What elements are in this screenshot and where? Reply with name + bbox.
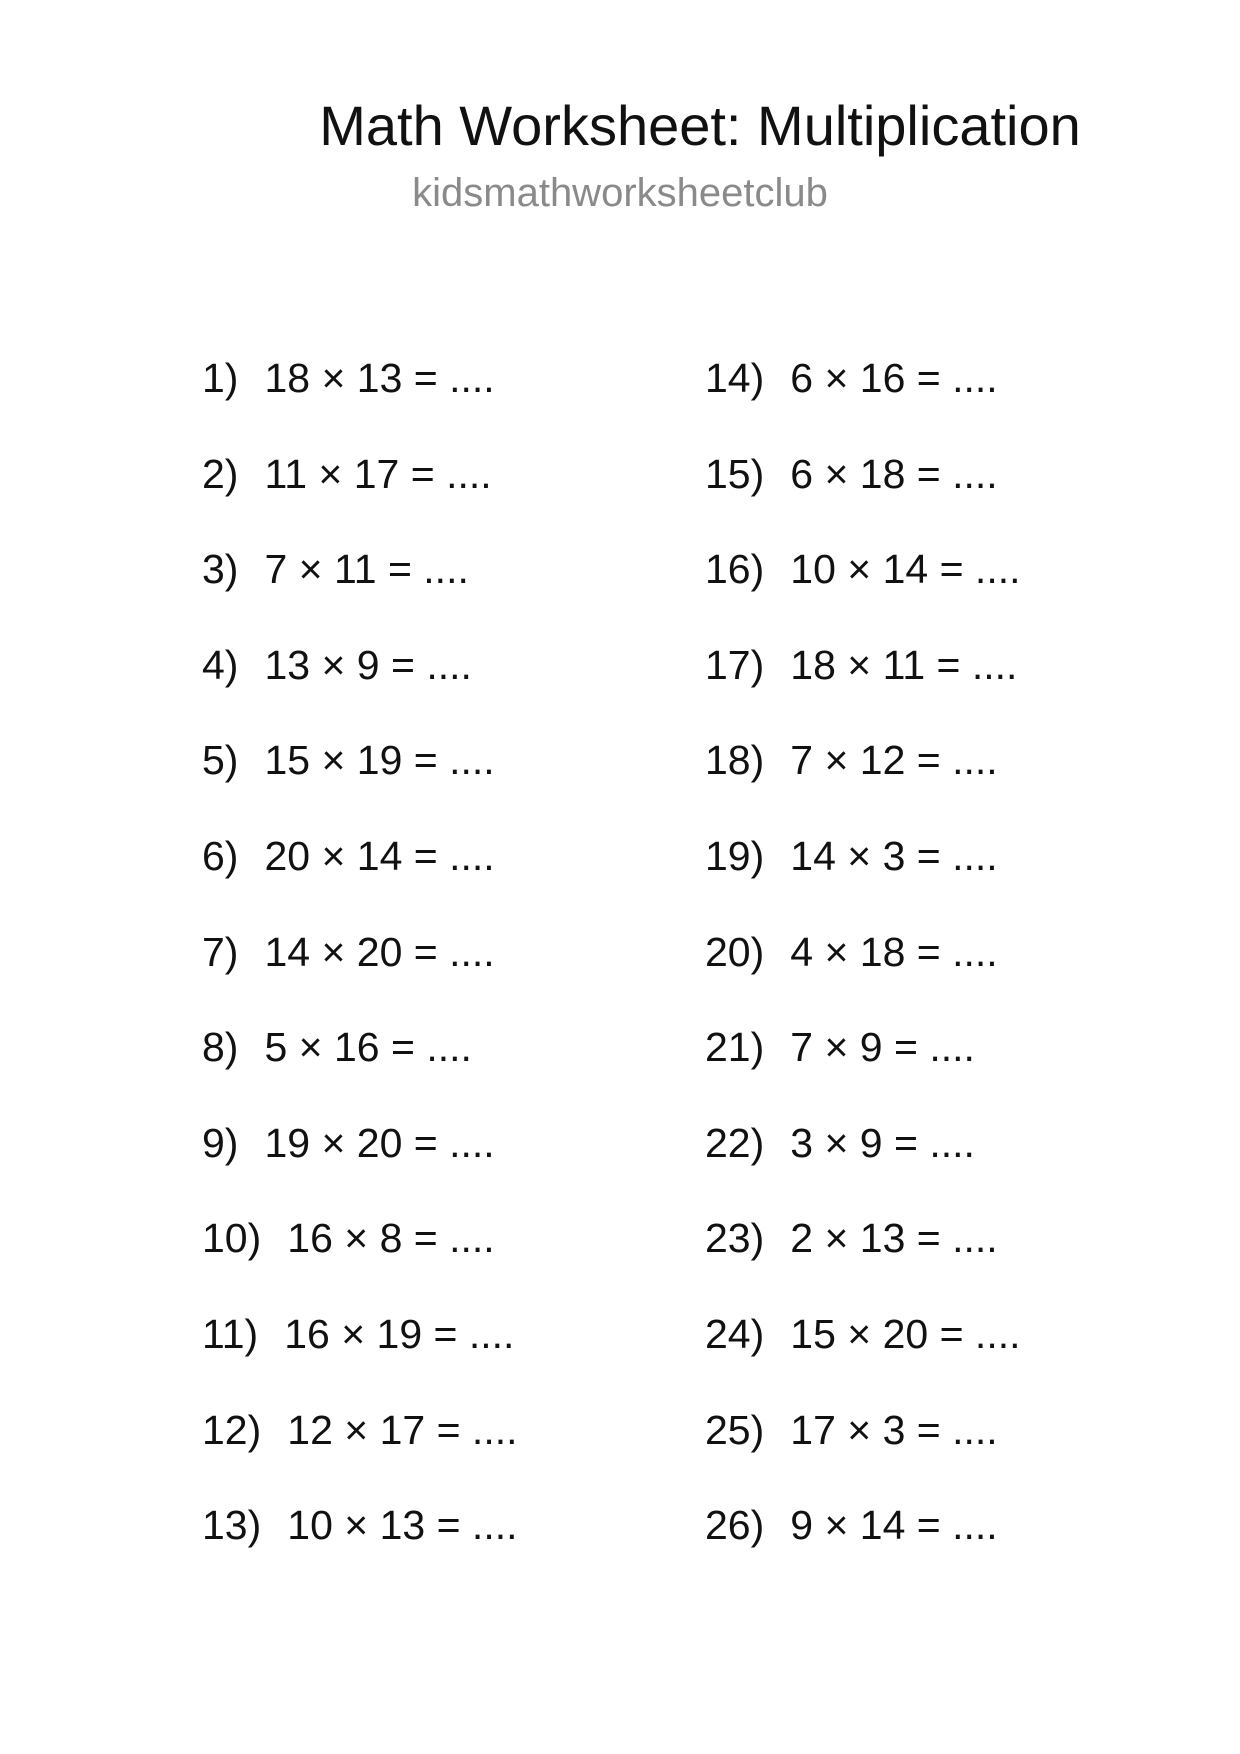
problem-number: 5) xyxy=(202,737,239,784)
problem-expression: 18 × 13 = .... xyxy=(264,355,495,401)
problem-item xyxy=(705,635,1165,731)
problem-number: 3) xyxy=(202,546,239,593)
problem-expression: 6 × 16 = .... xyxy=(790,355,998,401)
site-name: kidsmathworksheetclub xyxy=(412,171,828,216)
problem-number: 18) xyxy=(705,737,765,784)
problem-item xyxy=(202,730,662,826)
problem-column-left xyxy=(202,348,662,1591)
problem-expression: 20 × 14 = .... xyxy=(264,832,495,879)
problem-item xyxy=(705,539,1165,635)
problem-item xyxy=(202,348,662,444)
problem-item xyxy=(202,539,662,635)
problem-number: 24) xyxy=(705,1310,765,1357)
problem-number: 2) xyxy=(202,450,239,497)
problem-expression: 14 × 20 = .... xyxy=(264,928,495,975)
problem-number: 9) xyxy=(202,1119,239,1166)
problem-expression: 5 × 16 = .... xyxy=(264,1024,472,1071)
problem-expression: 16 × 8 = .... xyxy=(287,1215,495,1262)
problem-expression: 18 × 11 = .... xyxy=(790,641,1018,688)
problem-item xyxy=(705,826,1165,922)
problem-number: 21) xyxy=(705,1024,765,1071)
problem-expression: 19 × 20 = .... xyxy=(264,1119,495,1166)
problem-column-right xyxy=(705,348,1165,1591)
problem-expression: 17 × 3 = .... xyxy=(790,1406,998,1453)
problem-expression: 7 × 9 = .... xyxy=(790,1024,975,1071)
problem-item xyxy=(705,1113,1165,1209)
problem-item xyxy=(202,635,662,731)
problem-expression: 14 × 3 = .... xyxy=(790,832,998,879)
problem-item xyxy=(202,444,662,540)
problem-number: 19) xyxy=(705,832,765,879)
problem-item xyxy=(705,1304,1165,1400)
problem-number: 15) xyxy=(705,450,765,497)
problem-item xyxy=(705,1495,1165,1591)
worksheet-header xyxy=(0,92,1240,217)
problem-expression: 2 × 13 = .... xyxy=(790,1215,998,1262)
problem-expression: 4 × 18 = .... xyxy=(790,928,998,975)
problem-item xyxy=(705,1017,1165,1113)
problem-expression: 11 × 17 = .... xyxy=(264,450,492,497)
problem-number: 20) xyxy=(705,928,765,975)
problem-expression: 12 × 17 = .... xyxy=(287,1406,518,1453)
problem-number: 12) xyxy=(202,1406,262,1453)
problem-expression: 15 × 20 = .... xyxy=(790,1310,1021,1357)
problem-item xyxy=(705,444,1165,540)
problem-expression: 6 × 18 = .... xyxy=(790,450,998,497)
problem-expression: 9 × 14 = .... xyxy=(790,1502,998,1549)
problem-expression: 7 × 12 = .... xyxy=(790,737,998,784)
problem-expression: 15 × 19 = .... xyxy=(264,737,495,784)
problem-item xyxy=(202,1495,662,1591)
problem-number: 6) xyxy=(202,832,239,879)
problem-expression: 3 × 9 = .... xyxy=(790,1119,975,1166)
page-title: Math Worksheet: Multiplication xyxy=(319,94,1081,157)
problem-number: 26) xyxy=(705,1502,765,1549)
problem-item xyxy=(705,1208,1165,1304)
problem-number: 10) xyxy=(202,1215,262,1262)
problem-expression: 10 × 13 = .... xyxy=(287,1502,518,1549)
problem-columns xyxy=(0,348,1240,1548)
problem-item xyxy=(202,922,662,1018)
problem-number: 23) xyxy=(705,1215,765,1262)
problem-item xyxy=(202,1017,662,1113)
problem-number: 16) xyxy=(705,546,765,593)
problem-number: 13) xyxy=(202,1502,262,1549)
problem-expression: 10 × 14 = .... xyxy=(790,546,1021,593)
problem-item xyxy=(705,922,1165,1018)
problem-number: 7) xyxy=(202,928,239,975)
problem-expression: 16 × 19 = .... xyxy=(284,1310,515,1357)
problem-item xyxy=(705,730,1165,826)
problem-expression: 7 × 11 = .... xyxy=(264,546,469,593)
problem-item xyxy=(202,1304,662,1400)
problem-number: 22) xyxy=(705,1119,765,1166)
problem-item xyxy=(202,826,662,922)
problem-item xyxy=(202,1208,662,1304)
problem-expression: 13 × 9 = .... xyxy=(264,641,472,688)
problem-number: 17) xyxy=(705,641,765,688)
problem-number: 25) xyxy=(705,1406,765,1453)
problem-item xyxy=(202,1400,662,1496)
problem-number: 8) xyxy=(202,1024,239,1071)
problem-number: 11) xyxy=(202,1310,259,1357)
problem-item xyxy=(705,1400,1165,1496)
problem-number: 1) xyxy=(202,355,239,401)
problem-number: 4) xyxy=(202,641,239,688)
problem-item xyxy=(202,1113,662,1209)
problem-number: 14) xyxy=(705,355,765,401)
problem-item xyxy=(705,348,1165,444)
